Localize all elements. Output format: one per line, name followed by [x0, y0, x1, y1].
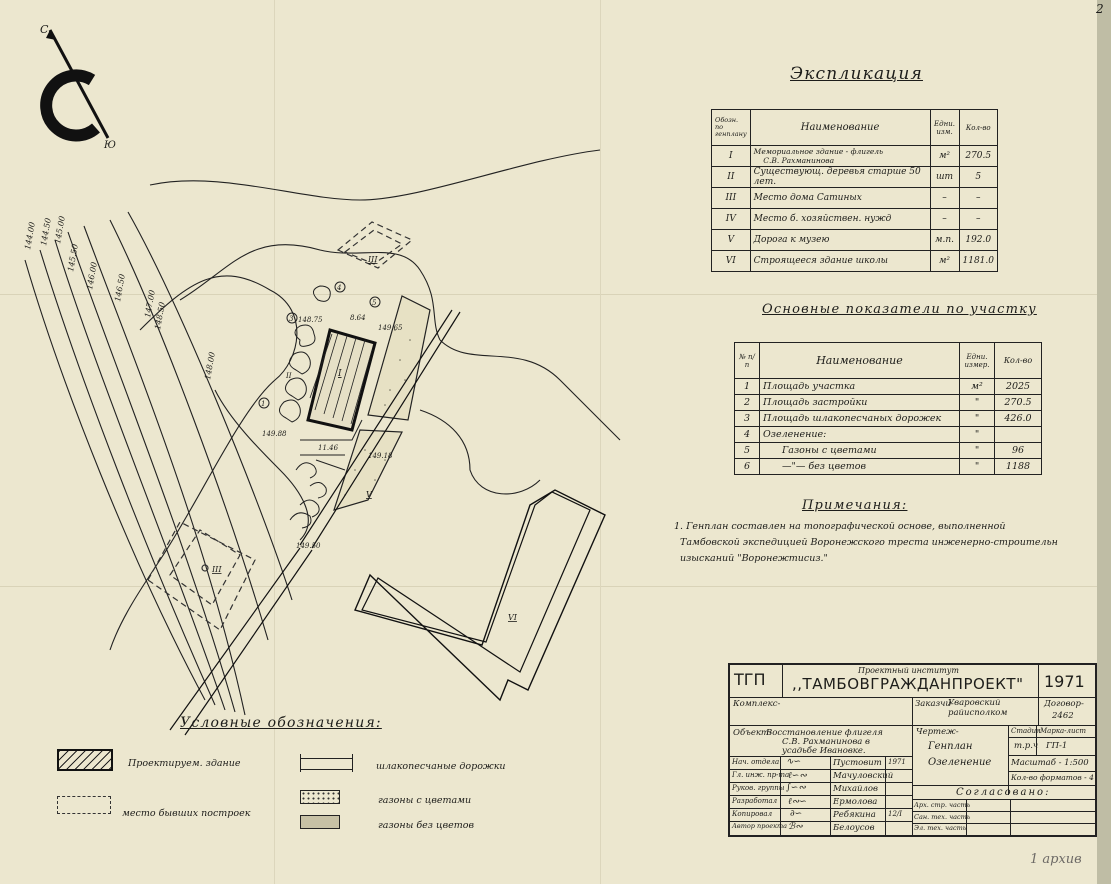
indicators-title: Основные показатели по участку: [762, 302, 1037, 317]
stamp-line: [730, 782, 912, 783]
stamp-customer-label: Заказчи-: [915, 699, 954, 709]
stamp-role-name: Белоусов: [833, 823, 875, 833]
compass-south: Ю: [104, 140, 116, 151]
stamp-role-name: Михайлов: [833, 784, 878, 794]
svg-text:11.46: 11.46: [318, 444, 339, 452]
stamp-agree-row: Сан. тех. часть: [914, 813, 971, 821]
svg-text:1: 1: [261, 400, 266, 408]
marker-i: I: [338, 369, 342, 379]
stamp-signature: ∫∽∾: [786, 783, 806, 793]
stamp-role-name: Пустовит: [833, 758, 882, 768]
stamp-line: [1036, 725, 1037, 755]
svg-text:146.50: 146.50: [113, 273, 127, 303]
ind-row: 6 —"— без цветов " 1188: [735, 459, 1042, 475]
stamp-object-label: Объект-: [733, 728, 772, 738]
stamp-formats: Кол-во форматов - 4: [1011, 773, 1094, 782]
stamp-contract: 2462: [1052, 711, 1074, 721]
exp-row: III Место дома Сатиных – –: [712, 188, 998, 209]
stamp-drawing-line2: Озеленение: [928, 757, 992, 768]
title-block: [728, 663, 1097, 837]
stamp-stage: т.р.ч: [1014, 741, 1039, 751]
stamp-role: Копировал: [732, 810, 773, 818]
notes-line2: Тамбовской экспедицией Воронежского треста инженерно-строительн: [680, 537, 1058, 548]
exp-h-unit: Едни. изм.: [930, 110, 959, 146]
former-building-iii-low: [148, 522, 255, 630]
svg-text:145.50: 145.50: [66, 243, 80, 273]
ind-h-qty: Кол-во: [995, 343, 1042, 379]
contour-lines: [25, 150, 620, 715]
stamp-line: [912, 785, 1095, 786]
legend-plain-swatch: [300, 815, 340, 829]
sheet-edge: [1097, 0, 1111, 884]
marker-iii-low: III: [212, 565, 222, 574]
exp-h-qty: Кол-во: [959, 110, 998, 146]
archive-mark: 1 архив: [1030, 852, 1082, 867]
stamp-mark-label: Марка-лист: [1040, 727, 1087, 735]
stamp-line: [912, 725, 913, 835]
exp-row: V Дорога к музею м.п. 192.0: [712, 230, 998, 251]
svg-text:8.64: 8.64: [350, 314, 366, 322]
stamp-signature: ℓ∾∽: [788, 797, 807, 807]
stamp-line: [912, 811, 1095, 812]
svg-text:148.50: 148.50: [153, 301, 167, 331]
svg-text:149.18: 149.18: [368, 452, 393, 460]
stamp-line: [912, 697, 913, 725]
stamp-complex-label: Комплекс-: [733, 699, 781, 709]
stamp-contract-label: Договор-: [1044, 699, 1084, 709]
svg-text:5: 5: [372, 299, 377, 307]
stamp-line: [1008, 737, 1095, 738]
notes-title: Примечания:: [802, 498, 908, 513]
ind-row: 1 Площадь участка м² 2025: [735, 379, 1042, 395]
stamp-customer: Уваровский райисполком: [948, 698, 1008, 718]
legend-former-swatch: [57, 796, 111, 814]
stamp-line: [730, 808, 912, 809]
corner-mark: 2: [1096, 2, 1104, 16]
svg-text:148.75: 148.75: [298, 316, 323, 324]
svg-text:149.65: 149.65: [378, 324, 403, 332]
stamp-scale: Масштаб - 1:500: [1011, 758, 1089, 768]
legend-flowers-label: газоны с цветами: [378, 795, 472, 806]
stamp-signature: ∂∽: [790, 809, 803, 819]
stamp-role: Нач. отдела: [732, 758, 780, 766]
stamp-role-name: Мачуловский: [833, 771, 894, 781]
svg-text:3: 3: [289, 315, 294, 323]
stamp-object-line2: С.В. Рахманинова в: [782, 737, 871, 747]
svg-text:4: 4: [337, 284, 342, 292]
ind-row: 2 Площадь застройки " 270.5: [735, 395, 1042, 411]
stamp-agree-row: Арх. стр. часть: [914, 801, 971, 809]
explication-table: [711, 109, 998, 272]
stamp-agreed: Согласовано:: [956, 787, 1051, 798]
compass-icon: [46, 30, 108, 138]
legend-plain-label: газоны без цветов: [378, 820, 475, 831]
legend-path-tick: [352, 754, 353, 772]
stamp-drawing-label: Чертеж-: [916, 727, 959, 737]
stamp-object-line1: Восстановление флигеля: [766, 728, 883, 738]
ind-h-name: Наименование: [760, 343, 960, 379]
stamp-line: [1008, 771, 1095, 772]
stamp-line: [730, 795, 912, 796]
legend-building-swatch: [57, 749, 113, 771]
stamp-role-name: Ребякина: [833, 810, 876, 820]
svg-text:146.00: 146.00: [85, 261, 99, 291]
svg-text:144.50: 144.50: [39, 217, 53, 247]
stamp-role-date: 12/I: [888, 810, 903, 818]
stamp-line: [1038, 697, 1039, 725]
notes-line1: 1. Генплан составлен на топографической основе, выполненной: [674, 521, 1006, 532]
stamp-signature: ℬ∾: [788, 822, 803, 832]
exp-h-num: Обозн. по генплану: [712, 110, 751, 146]
stamp-line: [1038, 665, 1039, 697]
legend-path-label: шлакопесчаные дорожки: [376, 761, 506, 772]
stamp-role-date: 1971: [888, 758, 906, 766]
exp-h-name: Наименование: [750, 110, 930, 146]
stamp-role: Разработал: [732, 797, 778, 805]
stamp-drawing-line1: Генплан: [928, 741, 973, 752]
ind-h-unit: Едни. измер.: [960, 343, 995, 379]
notes-line3: изысканий "Воронежтисиз.": [680, 553, 828, 564]
indicators-table: [734, 342, 1042, 475]
stamp-role: Руков. группы: [732, 784, 785, 792]
marker-v: V: [366, 490, 372, 499]
svg-text:149.88: 149.88: [262, 430, 287, 438]
stamp-role: Гл. инж. пр-та: [732, 771, 790, 779]
stamp-role-name: Ермолова: [833, 797, 878, 807]
exp-row: IV Место б. хозяйствен. нужд – –: [712, 209, 998, 230]
svg-text:148.00: 148.00: [203, 351, 217, 381]
compass-north: С: [40, 23, 49, 36]
stamp-institute: ,,ТАМБОВГРАЖДАНПРОЕКТ": [792, 675, 1024, 693]
stamp-signature: ℓ∽∾: [788, 771, 807, 781]
ind-h-num: № п/п: [735, 343, 760, 379]
stamp-institute-caption: Проектный институт: [858, 666, 959, 675]
svg-text:149.50: 149.50: [296, 542, 321, 550]
stamp-mark: ГП-1: [1046, 741, 1068, 751]
marker-vi: VI: [508, 613, 517, 622]
stamp-signature: ∿∽: [786, 757, 802, 767]
exp-row: I Мемориальное здание - флигель С.В. Рахманинова м² 270.5: [712, 146, 998, 167]
marker-iii-top: III: [368, 255, 378, 264]
stamp-line: [1008, 755, 1095, 756]
stamp-year: 1971: [1044, 672, 1085, 691]
legend-path-swatch: [300, 758, 352, 770]
stamp-object-line3: усадьбе Ивановке.: [782, 746, 866, 756]
exp-row: II Существующ. деревья старше 50 лет. шт 5: [712, 167, 998, 188]
stamp-line: [782, 665, 783, 697]
stamp-line: [912, 799, 1095, 800]
exp-row: VI Строящееся здание школы м² 1181.0: [712, 251, 998, 272]
svg-text:145.00: 145.00: [53, 215, 67, 245]
stamp-line: [1010, 799, 1011, 835]
legend-flowers-swatch: [300, 790, 340, 804]
stamp-code: ТГП: [734, 670, 766, 689]
designed-building-i: [308, 330, 375, 430]
stamp-stage-label: Стадия: [1011, 727, 1041, 735]
svg-text:144.00: 144.00: [23, 221, 37, 251]
ind-row: 4 Озеленение: ": [735, 427, 1042, 443]
svg-text:147.00: 147.00: [143, 289, 157, 319]
legend-path-tick: [300, 754, 301, 772]
legend-former-label: место бывших построек: [122, 808, 251, 819]
legend-building-label: Проектируем. здание: [128, 758, 241, 769]
school-building-vi: [355, 490, 605, 700]
ind-row: 3 Площадь шлакопесчаных дорожек " 426.0: [735, 411, 1042, 427]
legend-title: Условные обозначения:: [180, 715, 382, 731]
stamp-agree-row: Эл. тех. часть: [914, 824, 967, 832]
stamp-line: [730, 769, 912, 770]
marker-ii: II: [286, 372, 292, 380]
ind-row: 5 Газоны с цветами " 96: [735, 443, 1042, 459]
stamp-role: Автор проекта: [732, 822, 788, 830]
explication-title: Экспликация: [790, 64, 923, 84]
